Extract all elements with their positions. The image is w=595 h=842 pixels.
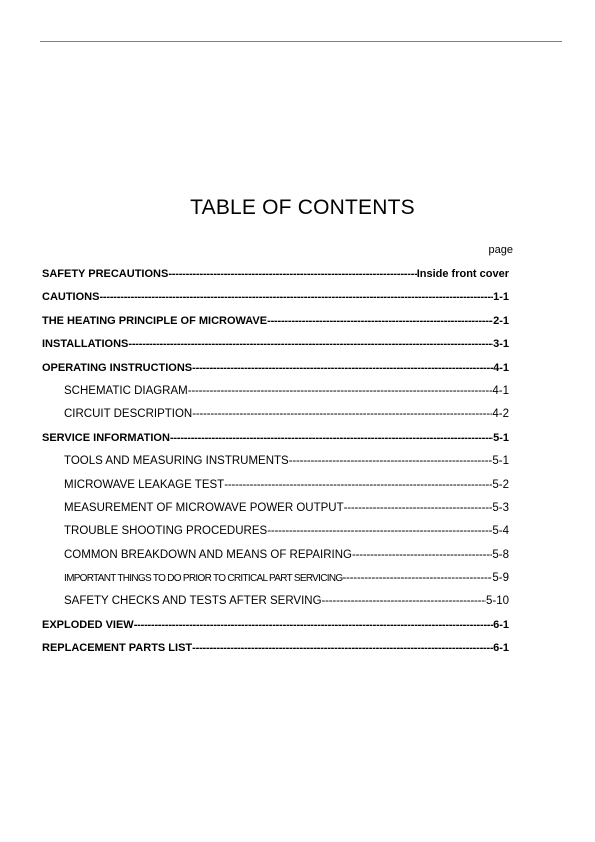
toc-entry-page: 5-8 (492, 548, 509, 561)
toc-entry-page: 4-1 (493, 361, 509, 374)
toc-entry-label: REPLACEMENT PARTS LIST (42, 642, 193, 655)
dot-leader (168, 268, 416, 280)
dot-leader (224, 479, 492, 491)
dot-leader (192, 362, 493, 374)
toc-entry-circuit-description[interactable] (42, 408, 509, 431)
dot-leader (134, 619, 493, 631)
dot-leader (192, 408, 492, 420)
dot-leader (344, 502, 493, 514)
toc-entry-label: MICROWAVE LEAKAGE TEST (64, 478, 225, 491)
header-rule (40, 41, 562, 42)
toc-entry-page: 4-2 (492, 408, 509, 421)
toc-entry-page: 5-1 (493, 431, 509, 444)
toc-entry-page: 1-1 (493, 291, 509, 304)
toc-entry-page: 5-9 (492, 572, 509, 585)
toc-entry-label: TROUBLE SHOOTING PROCEDURES (64, 525, 268, 538)
table-of-contents (42, 268, 509, 666)
toc-entry-label: INSTALLATIONS (42, 338, 129, 351)
toc-entry-label: SERVICE INFORMATION (42, 431, 170, 444)
toc-entry-page: 2-1 (493, 314, 509, 327)
toc-entry-installations[interactable] (42, 338, 509, 361)
toc-entry-label: COMMON BREAKDOWN AND MEANS OF REPAIRING (64, 548, 352, 561)
toc-entry-leakage-test[interactable] (42, 479, 509, 502)
dot-leader (99, 291, 493, 303)
toc-entry-exploded-view[interactable] (42, 619, 509, 642)
dot-leader (267, 315, 493, 327)
dot-leader (322, 595, 486, 607)
toc-entry-safety-checks[interactable] (42, 595, 509, 618)
dot-leader (192, 642, 493, 654)
dot-leader (128, 338, 493, 350)
toc-entry-label: THE HEATING PRINCIPLE OF MICROWAVE (42, 314, 268, 327)
toc-entry-trouble-shooting[interactable] (42, 525, 509, 548)
toc-entry-page: Inside front cover (416, 268, 509, 280)
toc-entry-label: EXPLODED VIEW (42, 618, 134, 631)
toc-entry-label: TOOLS AND MEASURING INSTRUMENTS (64, 455, 289, 468)
page-column-label: page (488, 244, 513, 256)
toc-entry-page: 5-4 (492, 525, 509, 538)
toc-entry-service-information[interactable] (42, 432, 509, 455)
toc-entry-page: 3-1 (493, 338, 509, 351)
toc-entry-replacement-parts[interactable] (42, 642, 509, 665)
toc-entry-label: CAUTIONS (42, 291, 100, 304)
toc-entry-page: 6-1 (493, 618, 509, 631)
dot-leader (342, 572, 492, 584)
toc-entry-label: SCHEMATIC DIAGRAM (64, 384, 188, 397)
toc-entry-page: 4-1 (492, 384, 509, 397)
toc-entry-safety-precautions[interactable] (42, 268, 509, 291)
toc-entry-page: 6-1 (493, 642, 509, 655)
toc-entry-page: 5-3 (492, 501, 509, 514)
toc-entry-label: SAFETY PRECAUTIONS (42, 268, 169, 280)
toc-entry-label: MEASUREMENT OF MICROWAVE POWER OUTPUT (64, 501, 344, 514)
toc-entry-label: CIRCUIT DESCRIPTION (64, 408, 193, 421)
dot-leader (188, 385, 493, 397)
toc-entry-page: 5-2 (492, 478, 509, 491)
toc-entry-label: IMPORTANT THINGS TO DO PRIOR TO CRITICAL PART SERVICING (64, 573, 343, 585)
toc-entry-common-breakdown[interactable] (42, 549, 509, 572)
page-title: TABLE OF CONTENTS (190, 196, 415, 220)
dot-leader (352, 549, 492, 561)
dot-leader (170, 432, 493, 444)
toc-entry-schematic-diagram[interactable] (42, 385, 509, 408)
toc-entry-label: SAFETY CHECKS AND TESTS AFTER SERVING (64, 595, 322, 608)
toc-entry-power-output[interactable] (42, 502, 509, 525)
toc-entry-operating-instructions[interactable] (42, 362, 509, 385)
toc-entry-page: 5-1 (492, 455, 509, 468)
toc-entry-tools-instruments[interactable] (42, 455, 509, 478)
toc-entry-critical-part-servicing[interactable] (42, 572, 509, 595)
toc-entry-cautions[interactable] (42, 291, 509, 314)
toc-entry-page: 5-10 (485, 595, 509, 608)
dot-leader (289, 455, 493, 467)
toc-entry-label: OPERATING INSTRUCTIONS (42, 361, 193, 374)
dot-leader (267, 525, 492, 537)
toc-entry-heating-principle[interactable] (42, 315, 509, 338)
